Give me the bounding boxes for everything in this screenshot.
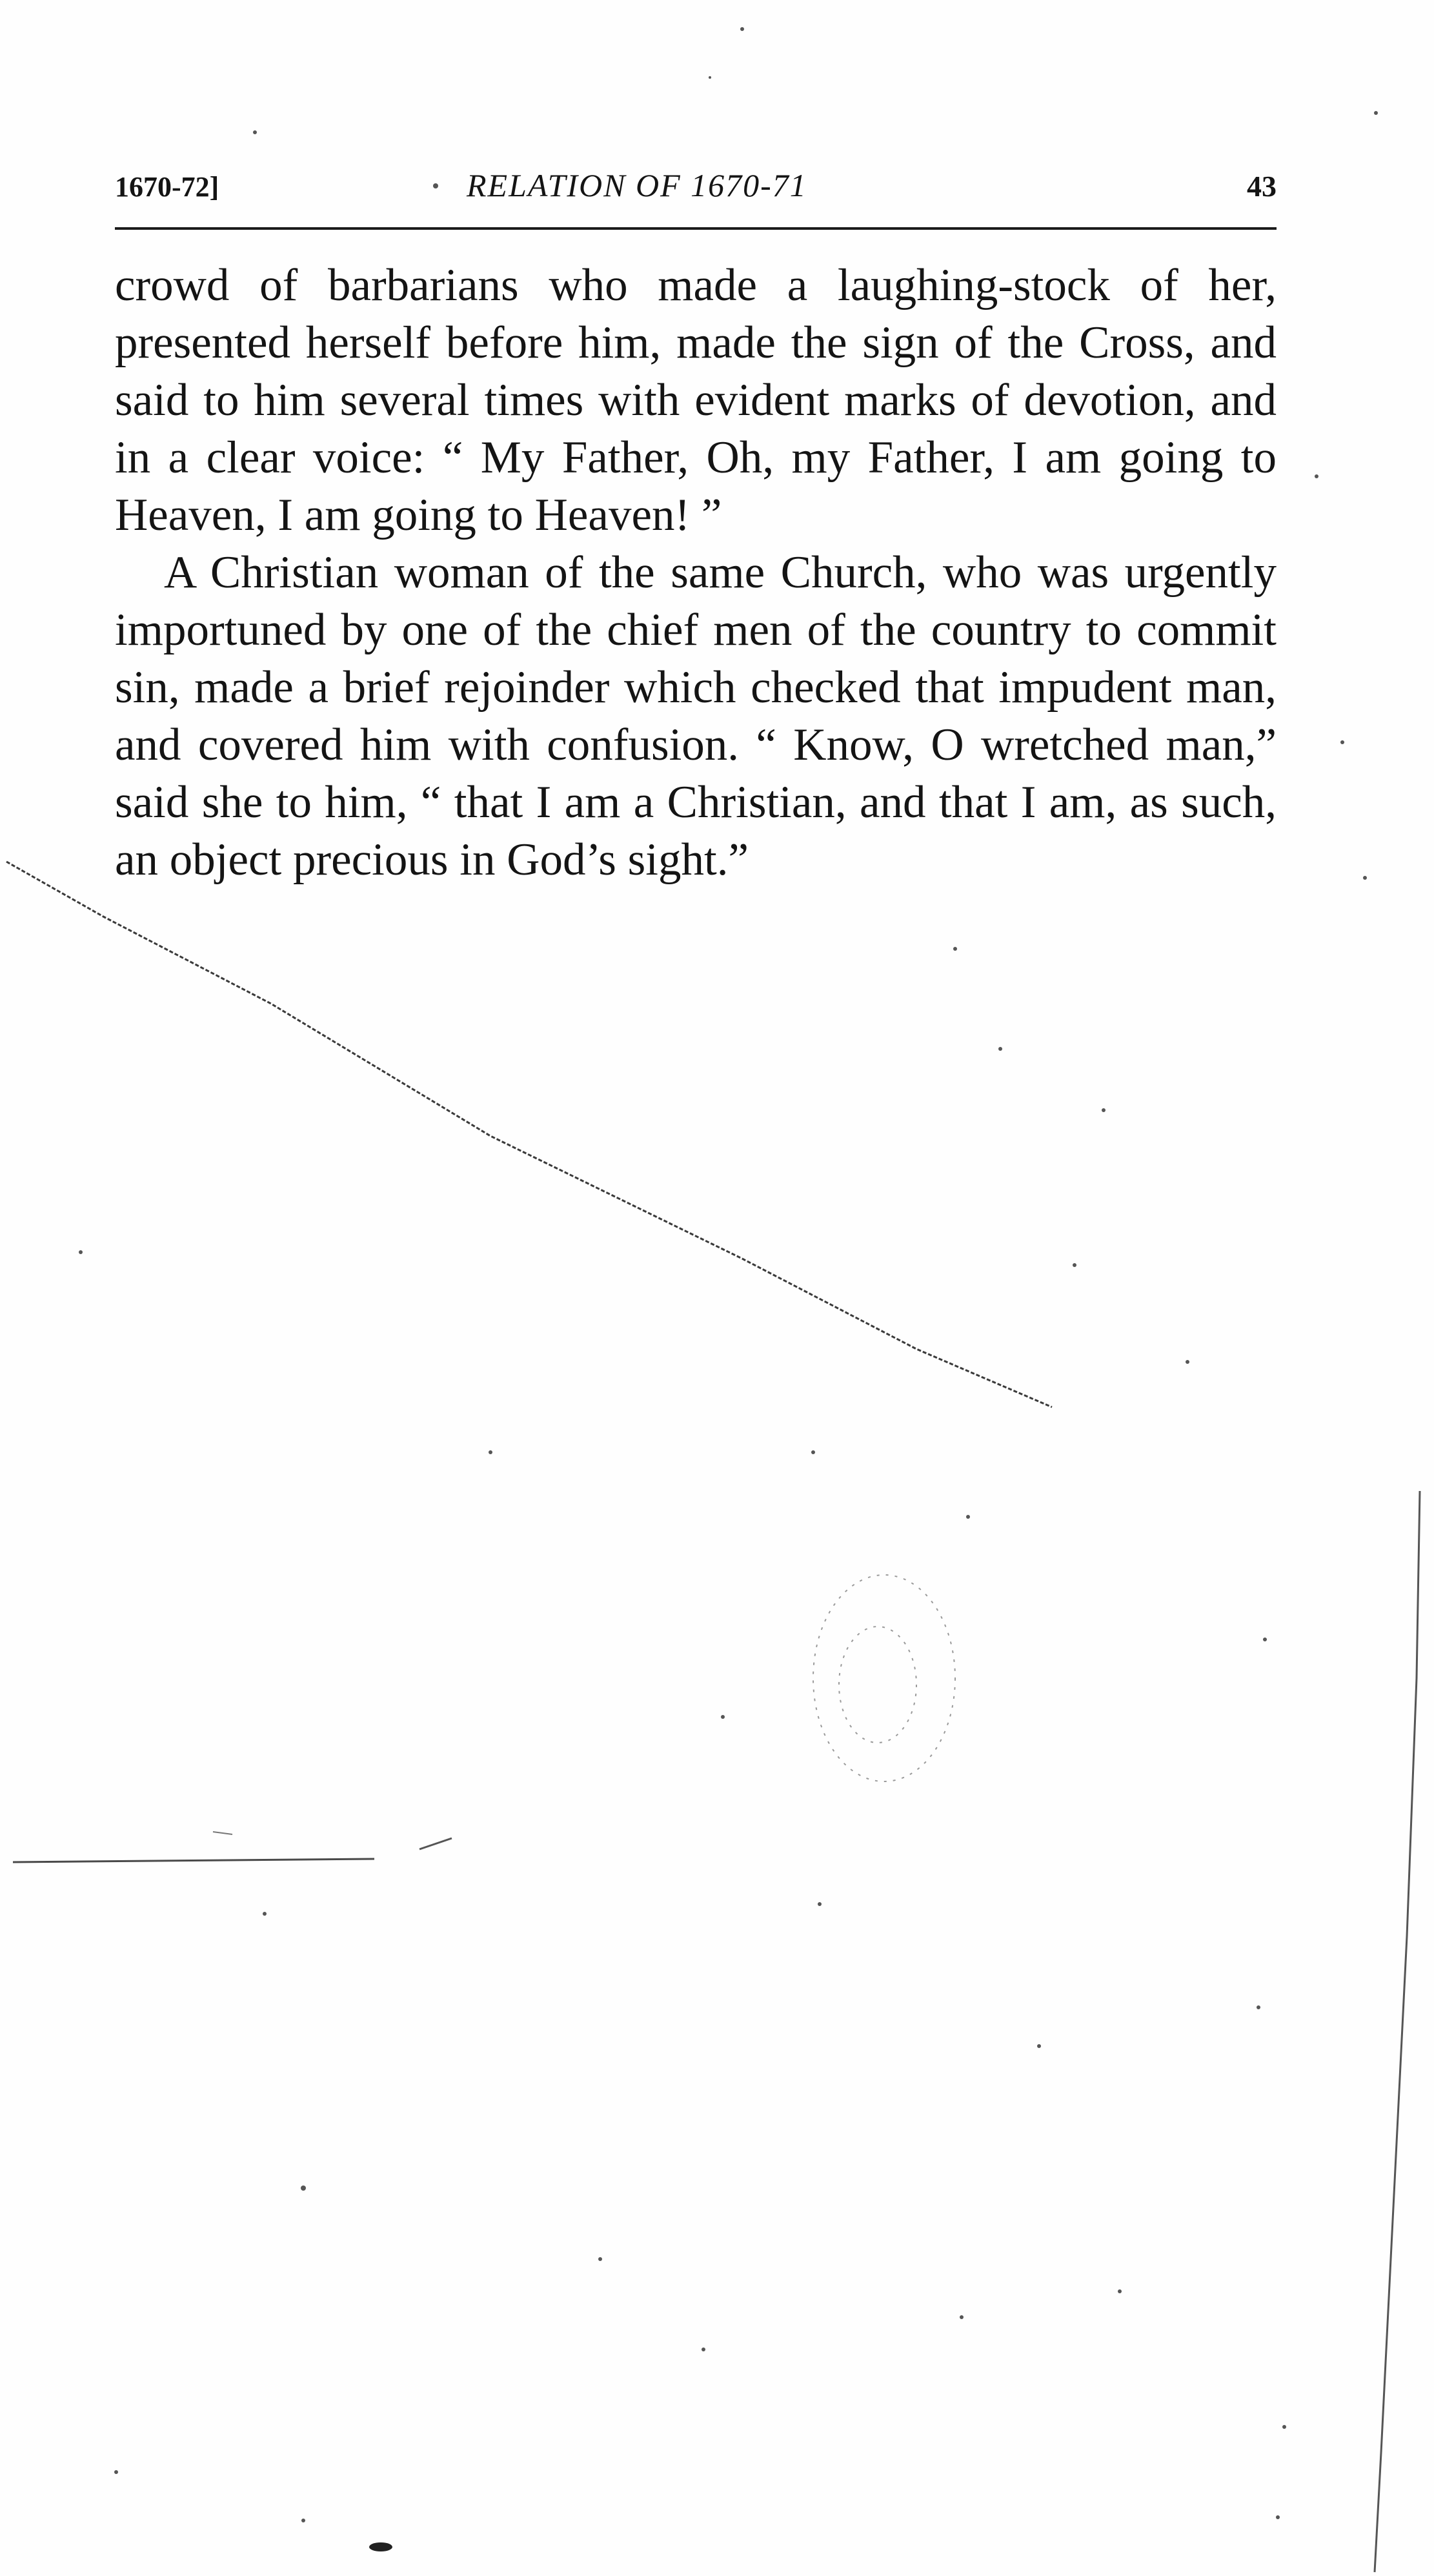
page-edge-line — [1375, 1491, 1420, 2572]
paragraph-2: A Christian woman of the same Church, who was urgently importuned by one of the chief men of the country to commit sin, made a brief rejoinder which checked that impudent man, and covered him with confusion. “ Know, O wretched man,” said she to him, “ that I am a Christian, and that I am, as such, an object precious in God’s sight.” — [115, 547, 1277, 885]
dust-specks — [79, 27, 1378, 2522]
paragraph-1: crowd of barbarians who made a laughing-stock of her, presented herself before him, made the sign of the Cross, and said to him several times with evident marks of devotion, and in a clear voice: “ My Father, Oh, my Father, I am going to Heaven, I am going to Heaven! ” — [115, 260, 1277, 540]
stray-rule — [13, 1859, 374, 1862]
diagonal-scan-line — [6, 862, 1052, 1407]
header-year-range: 1670-72] — [115, 171, 219, 203]
bleed-through-mark — [813, 1575, 955, 1781]
header-title: RELATION OF 1670-71 — [467, 167, 807, 203]
page-number: 43 — [1247, 170, 1277, 203]
ink-blot — [369, 2542, 392, 2551]
